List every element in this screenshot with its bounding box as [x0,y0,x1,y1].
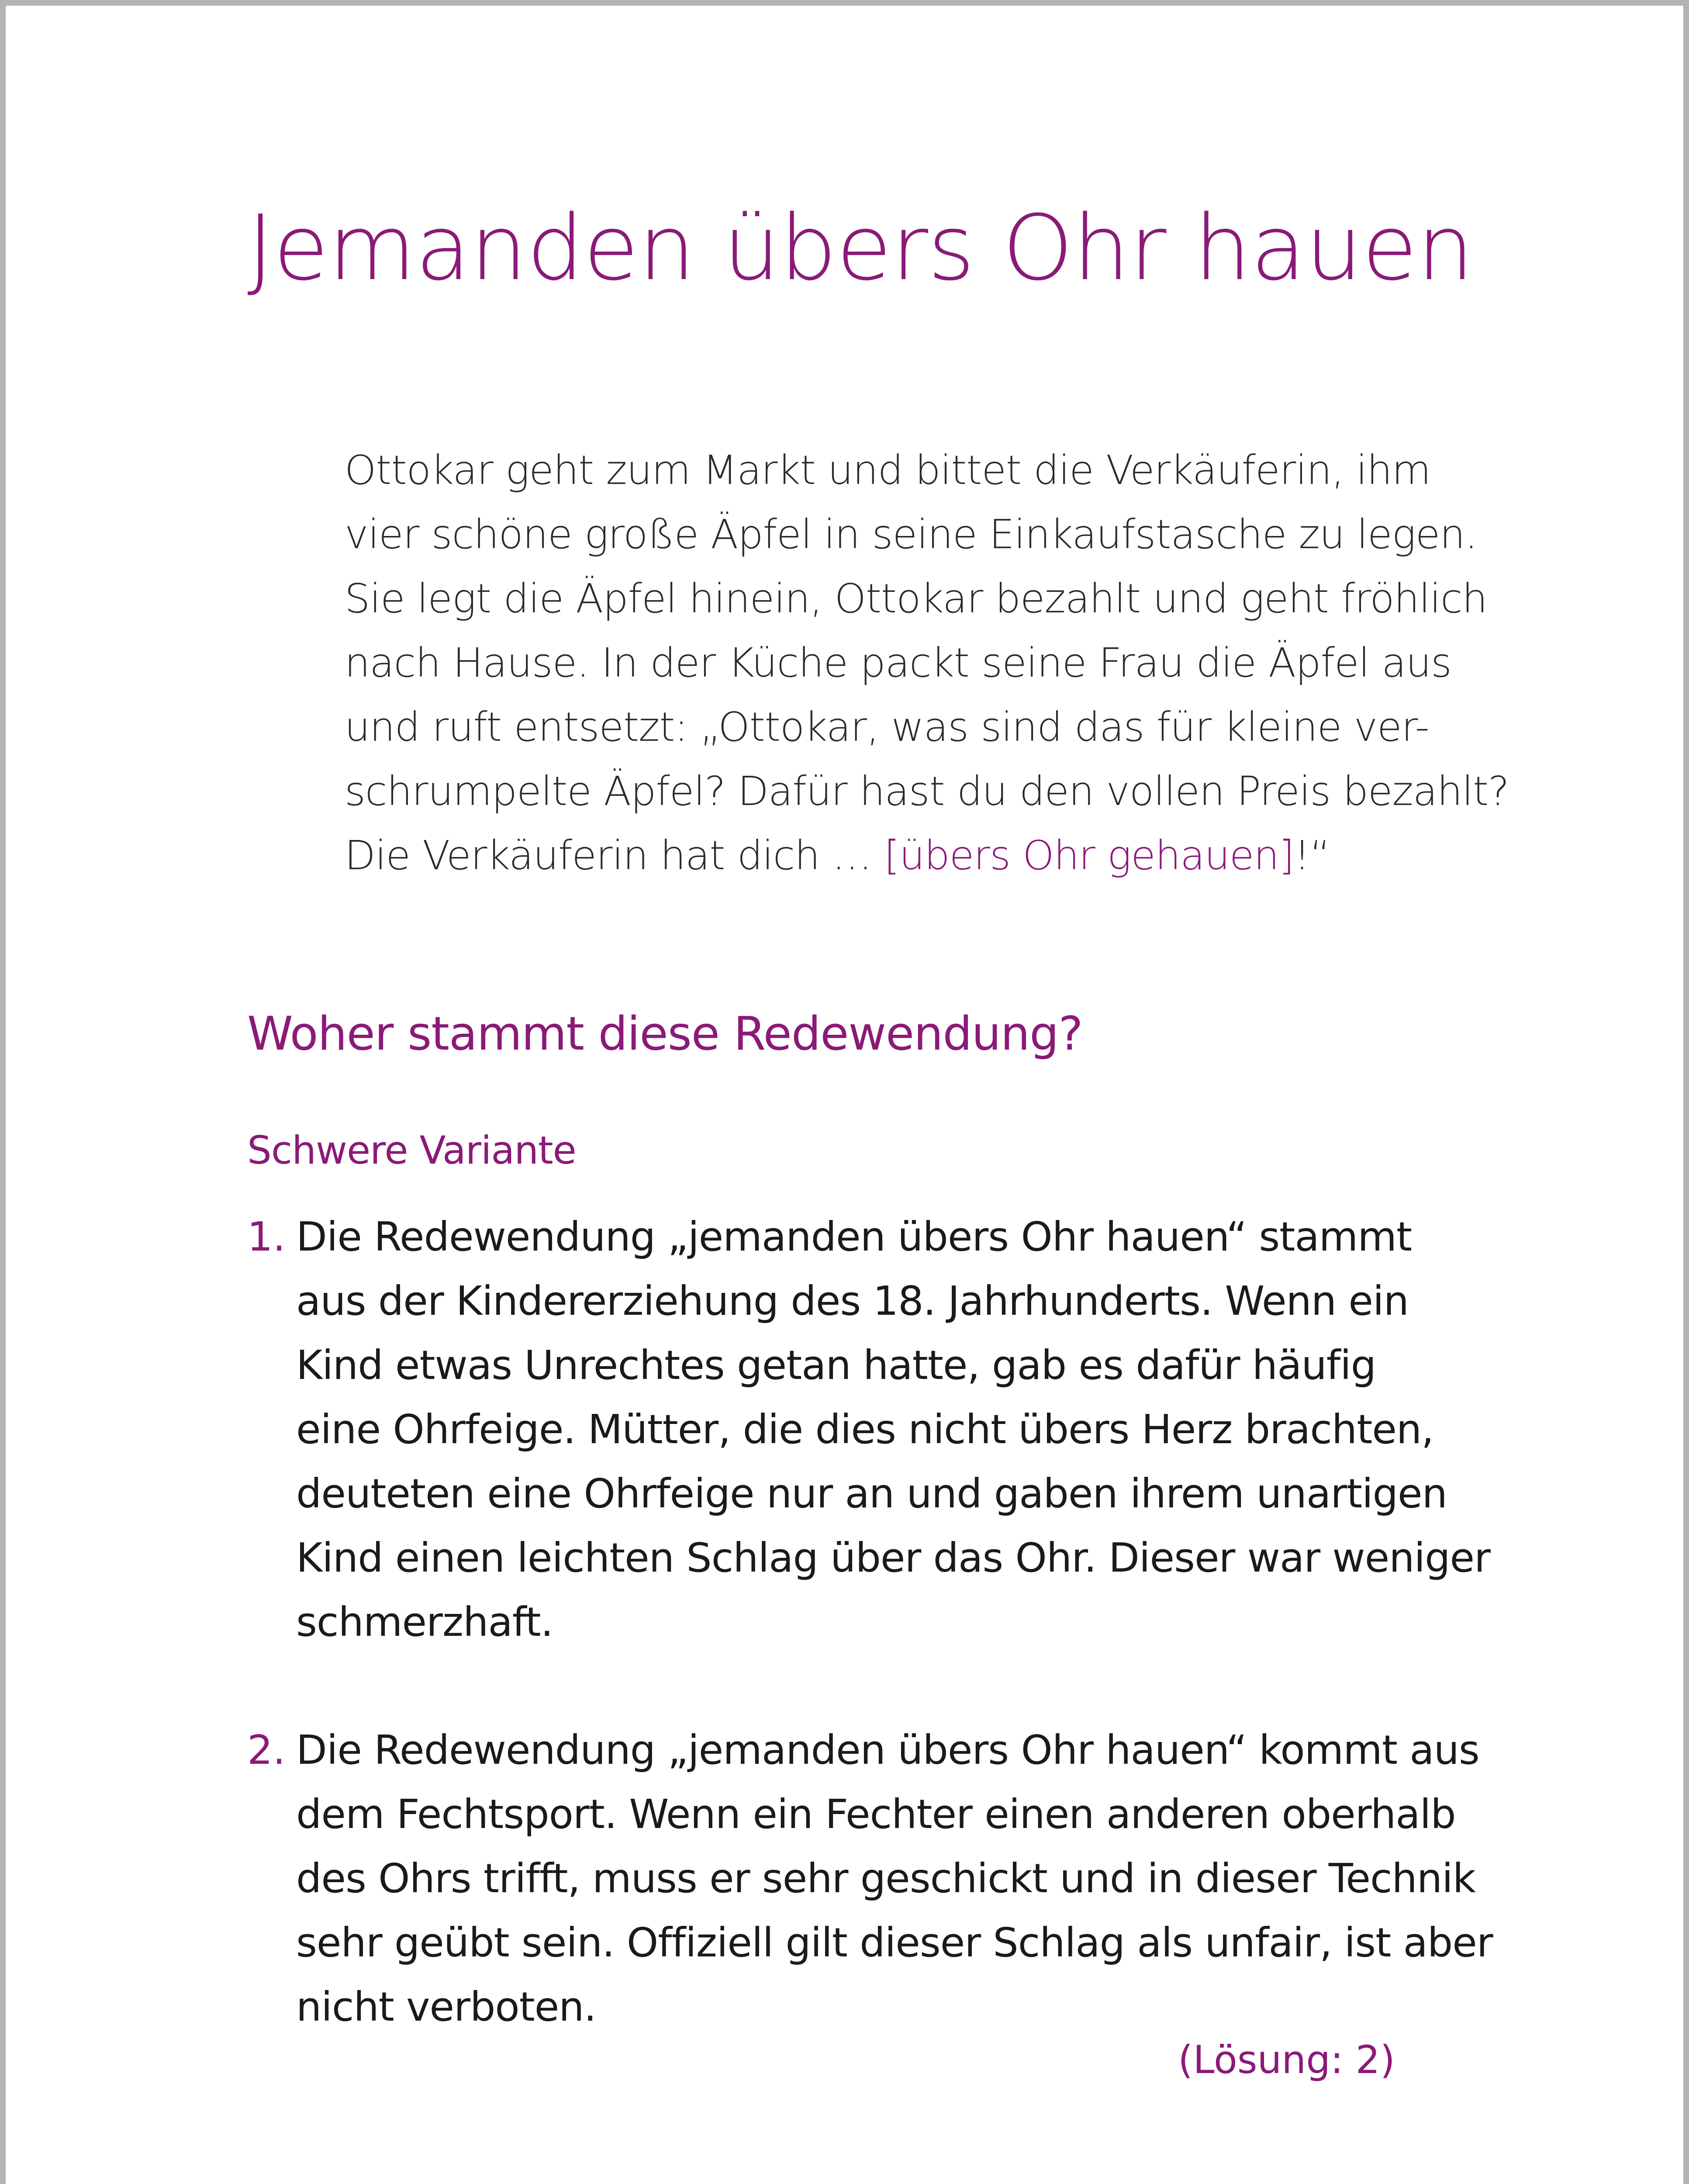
list-item-text [296,1205,1490,1654]
intro-answer: [übers Ohr gehauen] [884,832,1294,879]
intro-last-line-end: !“ [1294,832,1330,879]
list-item-line: eine Ohrfeige. Mütter, die dies nicht übers Herz brachten, [296,1406,1434,1453]
intro-story [345,438,1509,888]
list-item-line: Die Redewendung „jemanden übers Ohr hauen“ stammt [296,1213,1412,1260]
list-item-line: dem Fechtsport. Wenn ein Fechter einen anderen oberhalb [296,1791,1456,1838]
list-item-line: Kind einen leichten Schlag über das Ohr. Dieser war weniger [296,1534,1490,1581]
intro-last-line-start: Die Verkäuferin hat dich … [345,832,884,879]
list-item-line: nicht verboten. [296,1984,596,2030]
intro-last-line [345,823,1480,888]
list-item-number: 2. [247,1727,286,1773]
intro-line: und ruft entsetzt: „Ottokar, was sind das für kleine ver- [345,704,1429,750]
list-item-line: Kind etwas Unrechtes getan hatte, gab es dafür häufig [296,1342,1376,1389]
list-item-number: 1. [247,1213,286,1260]
intro-line: nach Hause. In der Küche packt seine Frau die Äpfel aus [345,639,1451,686]
intro-line: schrumpelte Äpfel? Dafür hast du den vollen Preis bezahlt? [345,768,1509,815]
intro-line: Sie legt die Äpfel hinein, Ottokar bezahlt und geht fröhlich [345,575,1487,622]
list-item-line: aus der Kindererziehung des 18. Jahrhunderts. Wenn ein [296,1278,1409,1324]
list-item-line: Die Redewendung „jemanden übers Ohr hauen“ kommt aus [296,1727,1479,1773]
list-item-line: deuteten eine Ohrfeige nur an und gaben ihrem unartigen [296,1470,1447,1517]
solution-note: (Lösung: 2) [1178,2037,1395,2082]
list-item-text [296,1718,1493,2039]
page-title: Jemanden übers Ohr hauen [247,196,1474,301]
intro-line: Ottokar geht zum Markt und bittet die Verkäuferin, ihm [345,447,1431,494]
list-item-line: des Ohrs trifft, muss er sehr geschickt und in dieser Technik [296,1855,1475,1902]
list-item-line: schmerzhaft. [296,1599,553,1645]
variant-label: Schwere Variante [247,1128,576,1173]
question-heading: Woher stammt diese Redewendung? [247,1007,1083,1061]
list-item-line: sehr geübt sein. Offiziell gilt dieser Schlag als unfair, ist aber [296,1919,1493,1966]
intro-line: vier schöne große Äpfel in seine Einkaufstasche zu legen. [345,511,1477,558]
